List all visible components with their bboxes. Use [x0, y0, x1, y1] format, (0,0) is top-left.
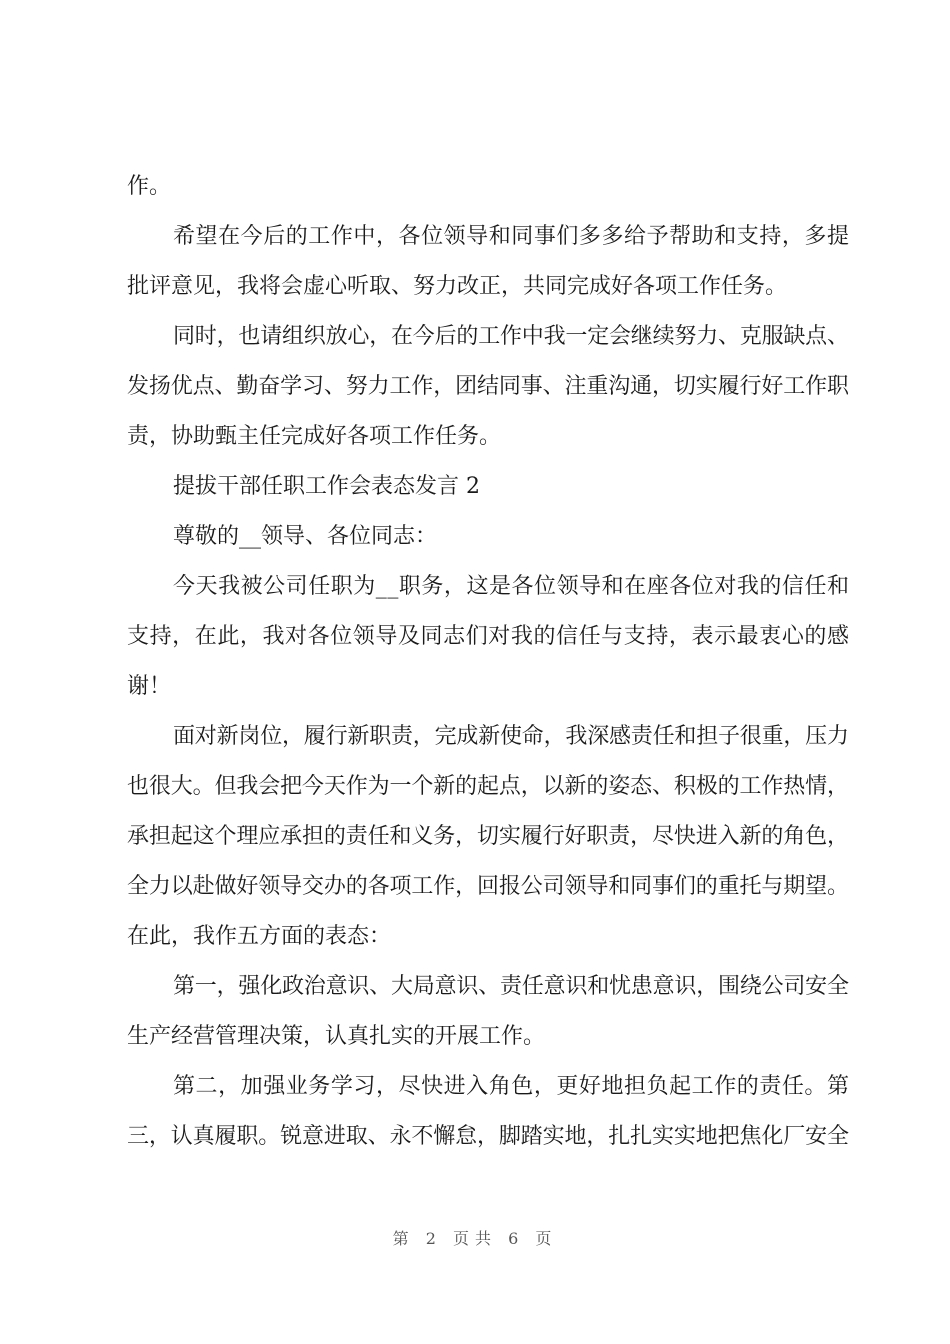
text-line: 作。	[127, 174, 172, 199]
text-line: 全力以赴做好领导交办的各项工作，回报公司领导和同事们的重托与期望。	[127, 874, 849, 899]
text-line: 在此，我作五方面的表态：	[127, 924, 392, 949]
text-line: 同时，也请组织放心，在今后的工作中我一定会继续努力、克服缺点、	[173, 324, 849, 349]
document-body	[127, 162, 849, 1162]
text-line: 批评意见，我将会虚心听取、努力改正，共同完成好各项工作任务。	[127, 274, 788, 299]
text-line: 发扬优点、勤奋学习、努力工作，团结同事、注重沟通，切实履行好工作职	[127, 374, 849, 399]
page-number-footer: 第 2 页共 6 页	[392, 1229, 558, 1248]
text-line: 三，认真履职。锐意进取、永不懈怠，脚踏实地，扎扎实实地把焦化厂安全	[127, 1124, 849, 1149]
text-line: 责，协助甄主任完成好各项工作任务。	[127, 424, 502, 449]
text-line: 面对新岗位，履行新职责，完成新使命，我深感责任和担子很重，压力	[173, 724, 849, 749]
text-line: 支持，在此，我对各位领导及同志们对我的信任与支持，表示最衷心的感	[127, 624, 850, 649]
text-line: 提拔干部任职工作会表态发言 2	[173, 474, 480, 499]
text-line: 今天我被公司任职为__职务，这是各位领导和在座各位对我的信任和	[173, 574, 850, 599]
text-line: 尊敬的__领导、各位同志：	[173, 524, 438, 549]
text-line: 第一，强化政治意识、大局意识、责任意识和忧患意识，围绕公司安全	[173, 974, 849, 999]
text-line: 谢！	[127, 674, 172, 699]
text-line: 生产经营管理决策，认真扎实的开展工作。	[127, 1024, 546, 1049]
text-line: 第二，加强业务学习，尽快进入角色，更好地担负起工作的责任。第	[173, 1074, 850, 1099]
text-line: 承担起这个理应承担的责任和义务，切实履行好职责，尽快进入新的角色，	[127, 824, 849, 849]
text-line: 希望在今后的工作中，各位领导和同事们多多给予帮助和支持，多提	[173, 224, 850, 249]
text-line: 也很大。但我会把今天作为一个新的起点，以新的姿态、积极的工作热情，	[127, 774, 849, 799]
